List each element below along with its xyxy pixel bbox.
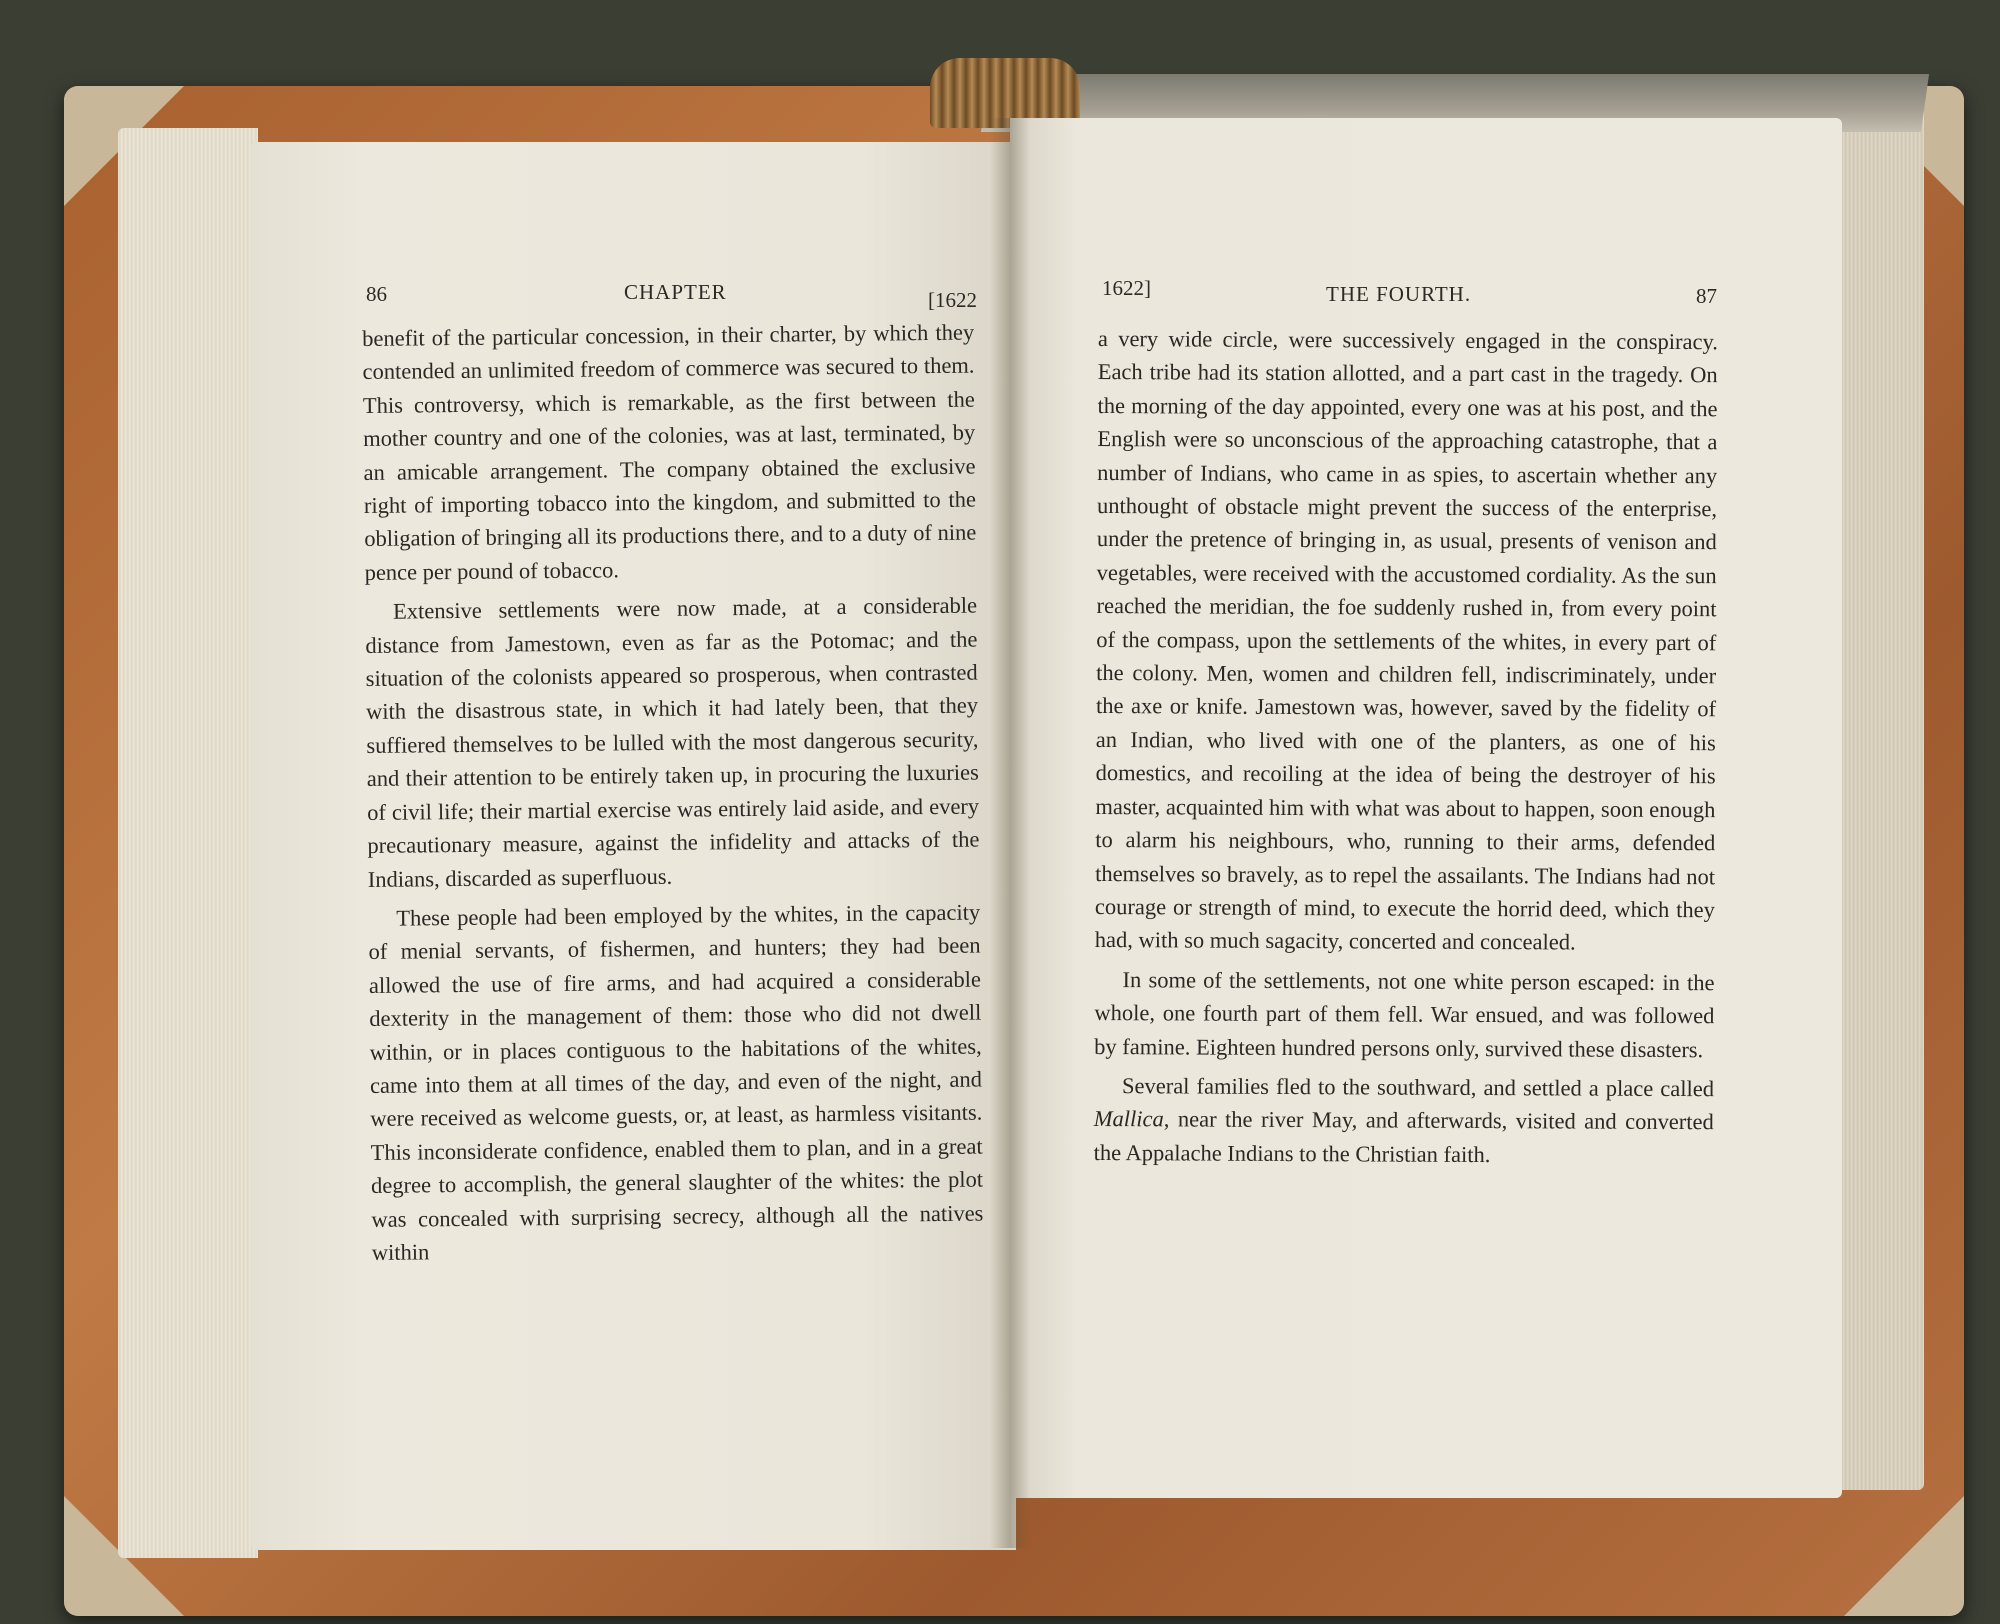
right-header-title: THE FOURTH. xyxy=(1326,282,1472,306)
left-page-number: 86 xyxy=(366,282,387,306)
left-page-text xyxy=(362,316,984,1270)
left-paragraph: Extensive settlements were now made, at a considerable distance from Jamestown, even as far as the Potomac; and the situation of the colonists appeared so prosperous, when contrasted with the disastrous state, in which it had lately been, that they suffiered themselves to be lulled with the most dangerous security, and their attention to be entirely taken up, in procuring the luxuries of civil life; their martial exercise was entirely laid aside, and every precautionary measure, against the infidelity and attacks of the Indians, discarded as superfluous. xyxy=(365,592,980,892)
left-header-title: CHAPTER xyxy=(624,280,727,304)
right-page-number: 87 xyxy=(1696,284,1717,308)
paragraph-text: Several families fled to the southward, and settled a place called xyxy=(1121,1073,1715,1102)
left-header-year: [1622 xyxy=(928,288,977,312)
right-page-text xyxy=(1094,322,1718,1172)
left-page-edges xyxy=(118,128,258,1558)
right-header-year: 1622] xyxy=(1102,276,1151,300)
right-paragraph: In some of the settlements, not one white person escaped: in the whole, one fourth part of them fell. War ensued, and was followed by famine. Eighteen hundred persons only, survived these disasters. xyxy=(1094,966,1715,1062)
right-paragraph: a very wide circle, were successively engaged in the conspiracy. Each tribe had its station allotted, and a part cast in the tragedy. On the morning of the day appointed, every one was at his post, and the English were so unconscious of the approaching catastrophe, that a number of Indians, who came in as spies, to ascertain whether any unthought of obstacle might prevent the success of the enterprise, under the pretence of bringing in, as usual, presents of venison and vegetables, were received with the accustomed cordiality. As the sun reached the meridian, the foe suddenly rushed in, from every point of the compass, upon the settlements of the whites, in every part of the colony. Men, women and children fell, indiscriminately, under the axe or knife. Jamestown was, however, saved by the fidelity of an Indian, who lived with one of the planters, as one of his domestics, and recoiling at the idea of being the destroyer of his master, acquainted him with what was about to happen, soon enough to alarm his neighbours, who, running to their arms, defended themselves so bravely, as to repel the assailants. The Indians had not courage or strength of mind, to execute the horrid deed, which they had, with so much sagacity, concerted and concealed. xyxy=(1094,325,1718,955)
right-paragraph xyxy=(1094,1069,1715,1172)
left-paragraph: benefit of the particular concession, in their charter, by which they contended an unlimited freedom of commerce was secured to them. This controversy, which is remarkable, as the first between the mother country and one of the colonies, was at last, terminated, by an amicable arrangement. The company obtained the exclusive right of importing tobacco into the kingdom, and submitted to the obligation of bringing all its productions there, and to a duty of nine pence per pound of tobacco. xyxy=(362,319,977,585)
place-name-italic: Mallica xyxy=(1093,1106,1164,1132)
right-page-edges xyxy=(1832,100,1924,1490)
paragraph-text: , near the river May, and afterwards, visited and converted the Appalache Indians to the Christian faith. xyxy=(1093,1106,1714,1167)
book-gutter xyxy=(990,118,1030,1548)
left-paragraph: These people had been employed by the whites, in the capacity of menial servants, of fishermen, and hunters; they had been allowed the use of fire arms, and had acquired a considerable dexterity in the management of them: those who did not dwell within, or in places contiguous to the habitations of the whites, came into them at all times of the day, and even of the night, and were received as welcome guests, or, at least, as harmless visitants. This inconsiderate confidence, enabled them to plan, and in a great degree to accomplish, the general slaughter of the whites: the plot was concealed with surprising secrecy, although all the natives within xyxy=(368,899,984,1265)
